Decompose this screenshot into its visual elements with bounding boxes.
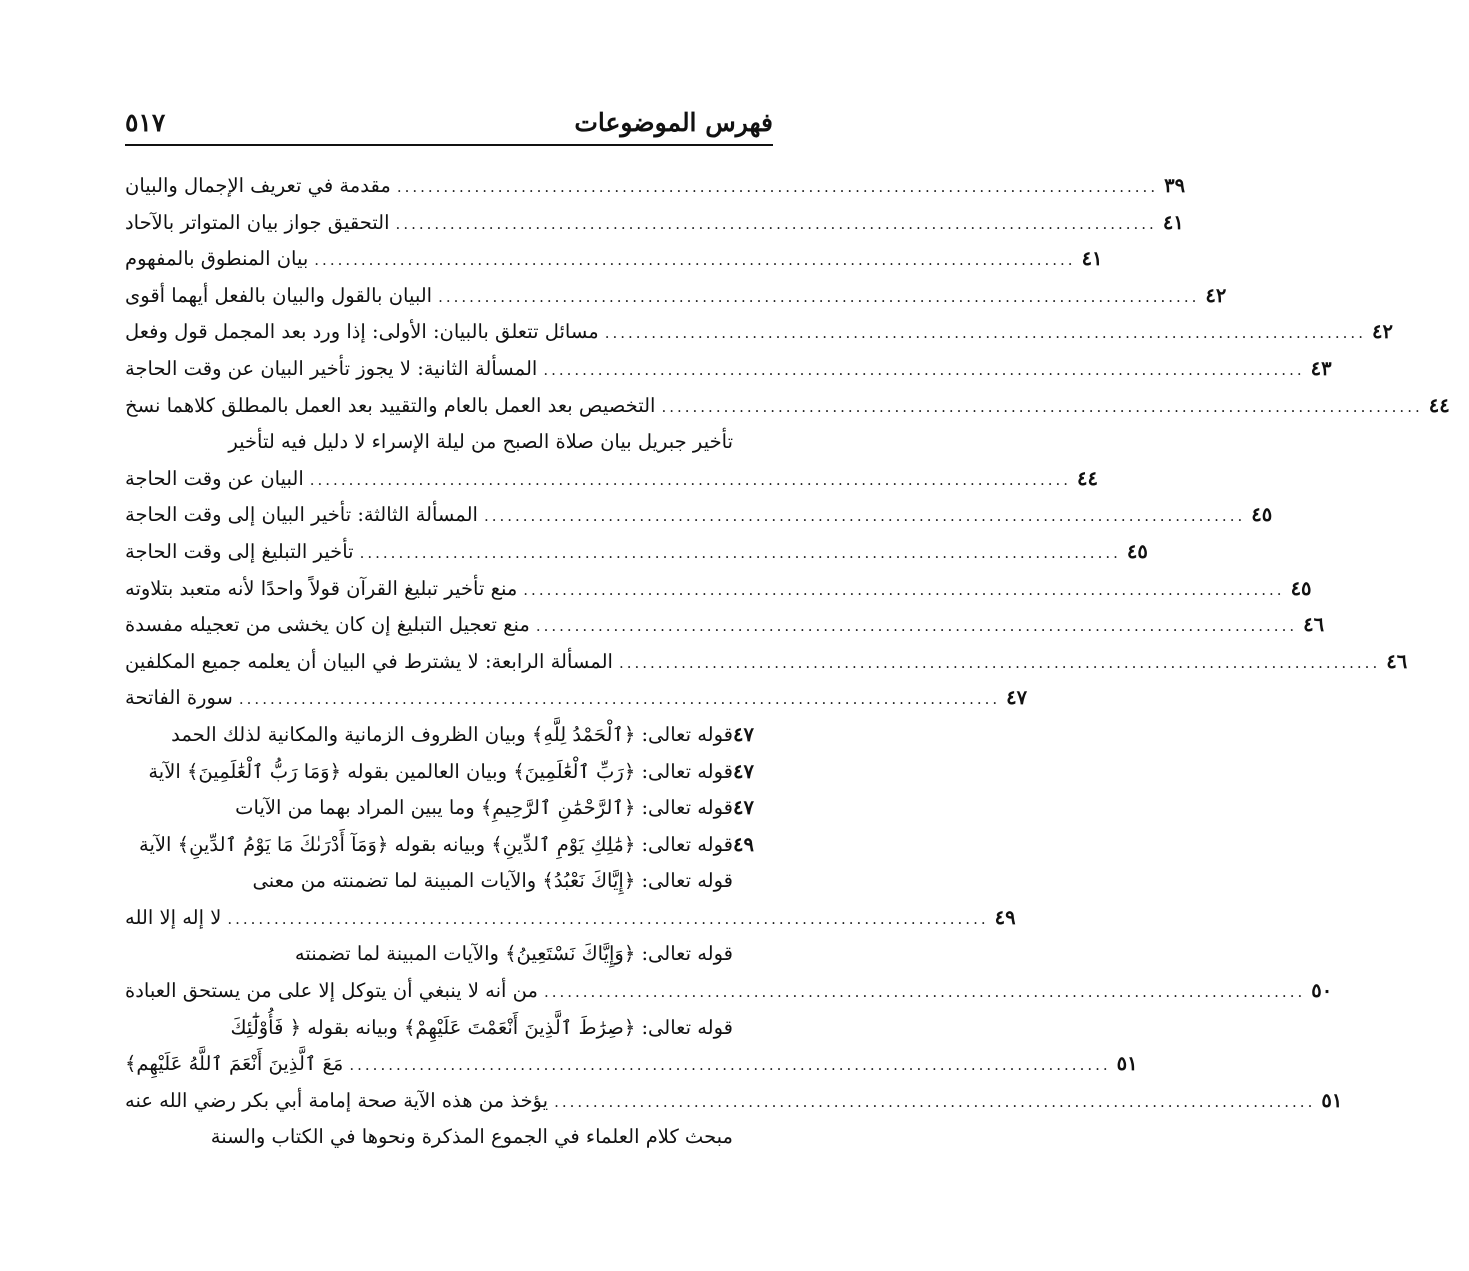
- toc-entry: [125, 717, 773, 754]
- toc-entry-page: ٤٤: [1428, 393, 1450, 417]
- toc-entry-title: التخصيص بعد العمل بالعام والتقييد بعد العمل بالمطلق كلاهما نسخ: [125, 393, 656, 417]
- toc-entry-page: ٤٧: [1006, 686, 1028, 710]
- toc-entry: [125, 754, 773, 791]
- toc-leader-dots: ..................................................................................................: [523, 580, 1285, 599]
- toc-entry-page: ٥١: [1321, 1088, 1343, 1112]
- toc-entry-title: سورة الفاتحة: [125, 686, 233, 710]
- page-title: فهرس الموضوعات: [574, 108, 773, 137]
- toc-entry: [125, 644, 1408, 681]
- toc-entry-title: قوله تعالى: ﴿مَٰلِكِ يَوْمِ ٱلدِّينِ﴾ وبيانه بقوله ﴿وَمَآ أَدْرَىٰكَ مَا يَوْمُ ٱلدِّينِ﴾ الآية: [139, 832, 733, 856]
- toc-entry: [125, 534, 1148, 571]
- toc-entry-page: ٤٥: [1290, 576, 1312, 600]
- toc-entry: [125, 1119, 773, 1156]
- toc-entry-page: ٥٠: [1311, 979, 1333, 1003]
- toc-entry-title: مَعَ ٱلَّذِينَ أَنْعَمَ ٱللَّهُ عَلَيْهِم﴾: [125, 1052, 344, 1076]
- toc-entry-page: ٤٥: [1126, 539, 1148, 563]
- toc-entry-continued: [125, 863, 773, 900]
- toc-entry-title: قوله تعالى: ﴿وَإِيَّاكَ نَسْتَعِينُ﴾ والآيات المبينة لما تضمنته: [294, 942, 733, 966]
- toc-entry-title: المسألة الرابعة: لا يشترط في البيان أن يعلمه جميع المكلفين: [125, 649, 613, 673]
- toc-entry-continued: [125, 1010, 773, 1047]
- toc-entry-title: بيان المنطوق بالمفهوم: [125, 247, 309, 271]
- toc-leader-dots: ..................................................................................................: [227, 909, 989, 928]
- toc-leader-dots: ..................................................................................................: [543, 983, 1306, 1002]
- toc-entry-page: ٤٢: [1205, 283, 1227, 307]
- toc-entry: [125, 571, 1312, 608]
- toc-leader-dots: ..................................................................................................: [604, 324, 1366, 343]
- table-of-contents: [125, 168, 1450, 1156]
- toc-entry: [125, 973, 1333, 1010]
- toc-entry-title: منع تعجيل التبليغ إن كان يخشى من تعجيله مفسدة: [125, 613, 530, 637]
- toc-entry-title: منع تأخير تبليغ القرآن قولاً واحدًا لأنه متعبد بتلاوته: [125, 576, 518, 600]
- toc-entry-page: ٤٤: [1077, 466, 1098, 490]
- toc-leader-dots: ..................................................................................................: [543, 360, 1305, 379]
- toc-entry: [125, 461, 1098, 498]
- toc-leader-dots: ..................................................................................................: [396, 178, 1159, 196]
- toc-entry-title: تأخير جبريل بيان صلاة الصبح من ليلة الإسراء لا دليل فيه لتأخير: [228, 430, 733, 454]
- toc-leader-dots: ..................................................................................................: [535, 617, 1298, 636]
- toc-entry: [125, 900, 1016, 937]
- toc-entry-page: ٤٧: [733, 722, 754, 746]
- toc-leader-dots: ..................................................................................................: [438, 287, 1200, 306]
- toc-entry: [125, 241, 1103, 278]
- toc-leader-dots: ..................................................................................................: [483, 507, 1246, 526]
- toc-entry: [125, 351, 1332, 388]
- toc-entry-page: ٤١: [1081, 247, 1103, 271]
- toc-entry-title: البيان عن وقت الحاجة: [125, 466, 304, 490]
- toc-entry: [125, 205, 1184, 242]
- toc-leader-dots: ..................................................................................................: [309, 470, 1072, 489]
- toc-entry-title: من أنه لا ينبغي أن يتوكل إلا على من يستحق العبادة: [125, 979, 538, 1003]
- toc-entry-title: البيان بالقول والبيان بالفعل أيهما أقوى: [125, 283, 433, 307]
- toc-entry-page: ٤١: [1162, 210, 1184, 234]
- toc-entry: [125, 388, 1450, 425]
- toc-entry-title: التحقيق جواز بيان المتواتر بالآحاد: [125, 210, 390, 234]
- toc-entry-title: قوله تعالى: ﴿ٱلْحَمْدُ لِلَّهِ﴾ وبيان الظروف الزمانية والمكانية لذلك الحمد: [171, 722, 733, 746]
- toc-leader-dots: ..................................................................................................: [618, 653, 1381, 672]
- toc-entry-title: المسألة الثانية: لا يجوز تأخير البيان عن وقت الحاجة: [125, 356, 538, 380]
- toc-entry-page: ٥١: [1116, 1052, 1138, 1076]
- toc-entry-page: ٤٩: [994, 905, 1016, 929]
- toc-leader-dots: ..................................................................................................: [359, 543, 1121, 562]
- toc-entry: [125, 278, 1227, 315]
- toc-entry-page: ٤٧: [733, 759, 754, 783]
- toc-entry-page: ٤٩: [733, 832, 754, 856]
- toc-entry-title: مبحث كلام العلماء في الجموع المذكرة ونحوها في الكتاب والسنة: [210, 1125, 733, 1149]
- toc-entry-title: قوله تعالى: ﴿رَبِّ ٱلْعَٰلَمِينَ﴾ وبيان العالمين بقوله ﴿وَمَا رَبُّ ٱلْعَٰلَمِينَ﴾ الآية: [148, 759, 733, 783]
- toc-entry-page: ٤٦: [1386, 649, 1408, 673]
- toc-entry: [125, 607, 1325, 644]
- toc-entry-title: قوله تعالى: ﴿إِيَّاكَ نَعْبُدُ﴾ والآيات المبينة لما تضمنته من معنى: [252, 869, 733, 893]
- toc-leader-dots: ..................................................................................................: [238, 690, 1001, 709]
- toc-entry-title: مسائل تتعلق بالبيان: الأولى: إذا ورد بعد المجمل قول وفعل: [125, 320, 599, 344]
- page-header: [125, 100, 773, 146]
- toc-entry: [125, 790, 773, 827]
- toc-leader-dots: ..................................................................................................: [554, 1092, 1316, 1111]
- toc-entry: [125, 497, 1273, 534]
- toc-entry: [125, 1046, 1138, 1083]
- toc-entry-title: لا إله إلا الله: [125, 905, 222, 929]
- toc-entry-continued: [125, 936, 773, 973]
- toc-leader-dots: ..................................................................................................: [349, 1056, 1111, 1075]
- toc-entry-page: ٤٥: [1251, 503, 1273, 527]
- toc-leader-dots: ..................................................................................................: [395, 214, 1157, 233]
- page-number: ٥١٧: [125, 108, 166, 137]
- toc-entry-page: ٣٩: [1164, 174, 1186, 197]
- toc-leader-dots: ..................................................................................................: [661, 397, 1423, 416]
- toc-entry-page: ٤٢: [1371, 320, 1393, 344]
- toc-entry: [125, 680, 1028, 717]
- toc-entry-title: مقدمة في تعريف الإجمال والبيان: [125, 174, 391, 197]
- toc-entry: [125, 168, 1186, 205]
- toc-entry-title: قوله تعالى: ﴿صِرَٰطَ ٱلَّذِينَ أَنْعَمْتَ عَلَيْهِمْ﴾ وبيانه بقوله ﴿ فَأُوْلَٰٓئِكَ: [230, 1015, 733, 1039]
- toc-entry-title: يؤخذ من هذه الآية صحة إمامة أبي بكر رضي الله عنه: [125, 1088, 549, 1112]
- toc-entry-title: تأخير التبليغ إلى وقت الحاجة: [125, 539, 354, 563]
- toc-entry-page: ٤٧: [733, 796, 754, 820]
- index-page: [125, 100, 1450, 1200]
- toc-entry-page: ٤٦: [1303, 613, 1325, 637]
- toc-entry: [125, 827, 773, 864]
- toc-entry: [125, 1083, 1343, 1120]
- toc-entry-page: ٤٣: [1310, 356, 1332, 380]
- toc-entry-title: المسألة الثالثة: تأخير البيان إلى وقت الحاجة: [125, 503, 478, 527]
- toc-entry-title: قوله تعالى: ﴿ٱلرَّحْمَٰنِ ٱلرَّحِيمِ﴾ وما يبين المراد بهما من الآيات: [235, 796, 733, 820]
- toc-entry-continued: [125, 424, 773, 461]
- toc-leader-dots: ..................................................................................................: [314, 251, 1076, 270]
- toc-entry: [125, 314, 1393, 351]
